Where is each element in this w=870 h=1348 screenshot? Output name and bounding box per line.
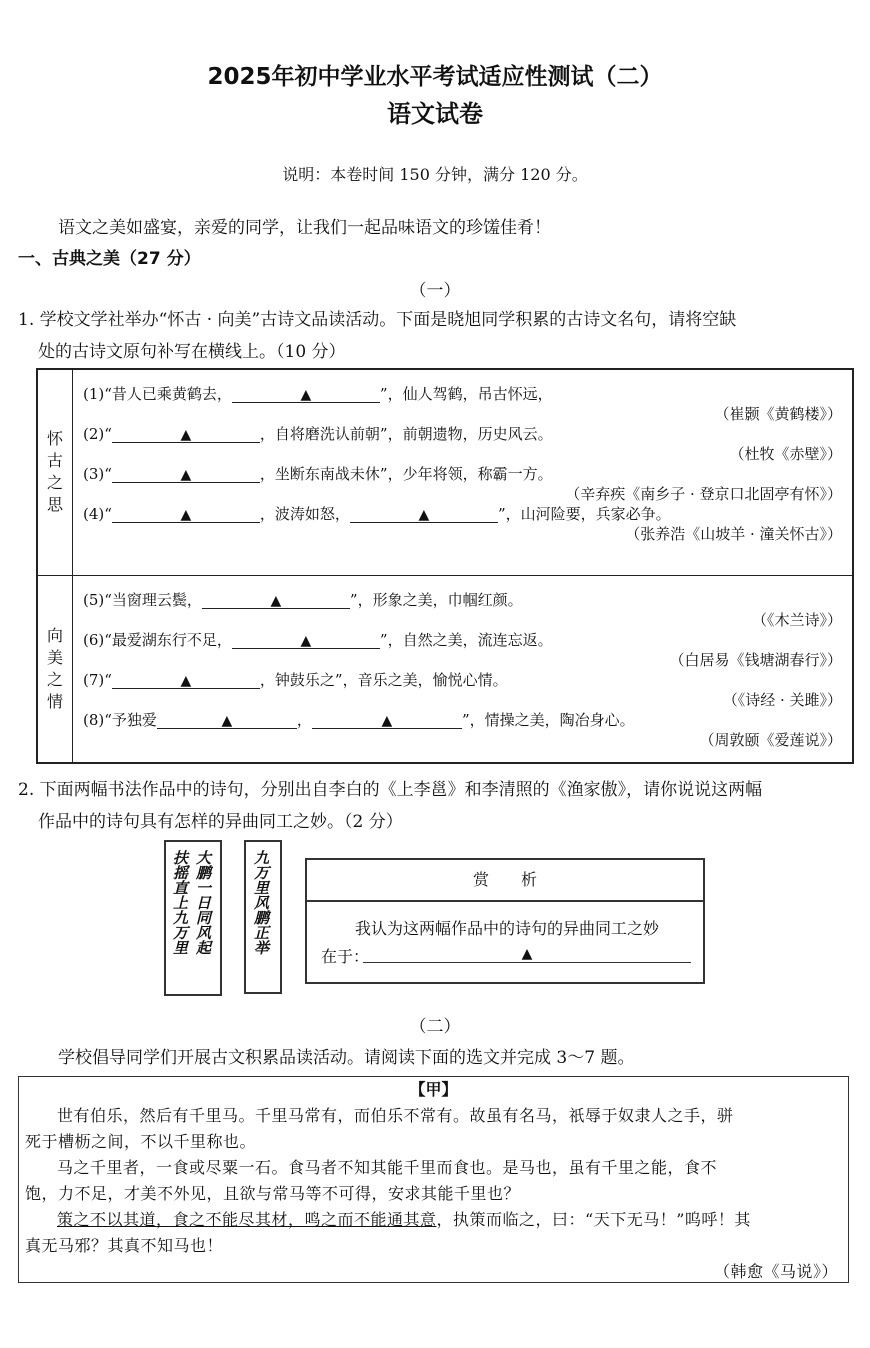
fill-item-2: (2)“ ▲ ，自将磨洗认前朝”，前朝遗物，历史风云。 xyxy=(83,425,553,443)
passage-box xyxy=(18,1076,849,1283)
source-2: （杜牧《赤壁》） xyxy=(729,445,842,463)
group-label-xiangmei: 向 美 之 情 xyxy=(37,575,73,763)
analysis-title-box: 赏 析 xyxy=(305,858,705,902)
part-two-intro: 学校倡导同学们开展古文积累品读活动。请阅读下面的选文并完成 3～7 题。 xyxy=(58,1048,635,1068)
poetry-fill-table xyxy=(36,368,854,764)
source-8: （周敦颐《爱莲说》） xyxy=(699,730,842,749)
fill-item-7: (7)“ ▲ ，钟鼓乐之”，音乐之美，愉悦心情。 xyxy=(83,670,508,689)
source-7: （《诗经 · 关雎》） xyxy=(722,690,842,709)
source-1: （崔颢《黄鹤楼》） xyxy=(714,405,842,423)
fill-item-5: (5)“当窗理云鬓， ▲ ”，形象之美，巾帼红颜。 xyxy=(83,590,523,609)
answer-blank[interactable]: ▲ xyxy=(232,632,380,649)
answer-blank[interactable]: ▲ xyxy=(312,712,462,729)
source-4: （张养浩《山坡羊 · 潼关怀古》） xyxy=(625,525,842,543)
passage-source: （韩愈《马说》） xyxy=(713,1262,838,1281)
fill-item-4: (4)“ ▲ ，波涛如怒， ▲ ”，山河险要，兵家必争。 xyxy=(83,505,671,523)
fill-item-8: (8)“予独爱 ▲ ， ▲ ”，情操之美，陶冶身心。 xyxy=(83,710,635,729)
passage-label: 【甲】 xyxy=(409,1080,458,1099)
source-3: （辛弃疾《南乡子 · 登京口北固亭有怀》） xyxy=(565,485,842,503)
group-label-huaigu: 怀 古 之 思 xyxy=(37,369,73,575)
answer-blank[interactable]: ▲ xyxy=(112,672,260,689)
fill-item-6: (6)“最爱湖东行不足， ▲ ”，自然之美，流连忘返。 xyxy=(83,630,553,649)
answer-blank[interactable]: ▲ xyxy=(157,712,297,729)
part-two-label: （二） xyxy=(409,1017,461,1037)
answer-blank[interactable]: ▲ xyxy=(202,592,350,609)
part-one-label: （一） xyxy=(409,281,461,301)
fill-item-3: (3)“ ▲ ，坐断东南战未休”，少年将领，称霸一方。 xyxy=(83,465,553,483)
exam-title: 2025年初中学业水平考试适应性测试（二） xyxy=(207,64,663,90)
analysis-answer-blank[interactable]: ▲ xyxy=(363,946,691,963)
exam-subtitle: 语文试卷 xyxy=(387,100,483,128)
calligraphy-li-bai: 大鹏一日同风起 扶摇直上九万里 xyxy=(164,840,222,996)
calligraphy-li-qingzhao: 九万里风鹏正举 xyxy=(244,840,282,994)
answer-blank[interactable]: ▲ xyxy=(112,426,260,443)
exam-note: 说明：本卷时间 150 分钟，满分 120 分。 xyxy=(282,165,588,184)
answer-blank[interactable]: ▲ xyxy=(112,466,260,483)
fill-item-1: (1)“昔人已乘黄鹤去， ▲ ”，仙人驾鹤，吊古怀远， xyxy=(83,385,553,403)
question-1: 1. 学校文学社举办“怀古 · 向美”古诗文品读活动。下面是晓旭同学积累的古诗文名句，请将空缺 处的古诗文原句补写在横线上。（10 分） xyxy=(18,310,737,362)
question-2: 2. 下面两幅书法作品中的诗句，分别出自李白的《上李邕》和李清照的《渔家傲》，请你说说这两幅 作品中的诗句具有怎样的异曲同工之妙。（2 分） xyxy=(18,780,763,832)
answer-blank[interactable]: ▲ xyxy=(112,506,260,523)
intro-text: 语文之美如盛宴，亲爱的同学，让我们一起品味语文的珍馐佳肴！ xyxy=(58,218,551,238)
source-5: （《木兰诗》） xyxy=(751,610,842,629)
analysis-box: 我认为这两幅作品中的诗句的异曲同工之妙 在于： ▲ xyxy=(305,902,705,984)
answer-blank[interactable]: ▲ xyxy=(232,386,380,403)
source-6: （白居易《钱塘湖春行》） xyxy=(669,650,842,669)
answer-blank[interactable]: ▲ xyxy=(350,506,498,523)
underlined-sentence: 策之不以其道，食之不能尽其材，鸣之而不能通其意 xyxy=(57,1210,437,1229)
section-heading: 一、古典之美（27 分） xyxy=(18,249,201,269)
passage-text: 世有伯乐，然后有千里马。千里马常有，而伯乐不常有。故虽有名马，祇辱于奴隶人之手，骈 死于槽枥之间，不以千里称也。 马之千里者，一食或尽粟一石。食马者不知其能千里而食也。是马也，虽有千里之能，食不 饱，力不足，才美不外见，且欲与常马等不可得，安求其能千里也？ 策之不以其道，食之不能尽其材，鸣之而不能通其意，执策而临之，曰：“天下无马！”呜呼！其 真无马邪？其真不知马也！ （韩愈《马说》） xyxy=(19,1103,848,1285)
